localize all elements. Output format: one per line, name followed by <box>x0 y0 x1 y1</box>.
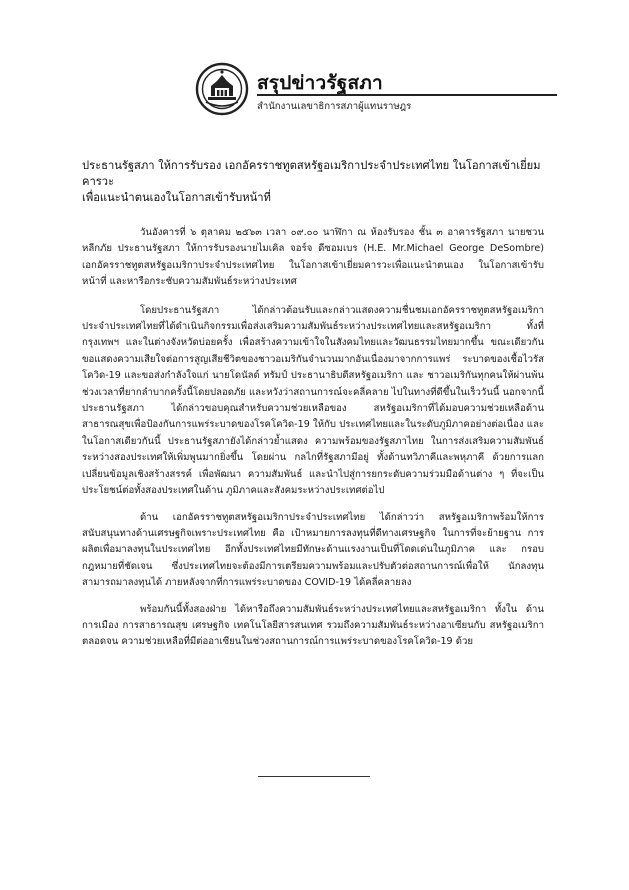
news-body <box>82 225 544 663</box>
header-subtitle: สำนักงานเลขาธิการสภาผู้แทนราษฎร <box>257 101 412 112</box>
parliament-seal-icon <box>195 62 249 116</box>
paragraph-2: โดยประธานรัฐสภา ได้กล่าวต้อนรับและกล่าวแสดงความชื่นชมเอกอัครราชทูตสหรัฐอเมริกา ประจำประเทศไทยที่ได้ดำเนินกิจกรรมเพื่อส่งเสริมความสัมพันธ์ระหว่างประเทศไทยและสหรัฐอเมริกา ทั้งที่กรุงเทพฯ และในต่างจังหวัดบ่อยครั้ง เพื่อสร้างความเข้าใจในสังคมไทยและวัฒนธรรมไทยมากขึ้น ขณะเดียวกัน ขอแสดงความเสียใจต่อการสูญเสียชีวิตของชาวอเมริกันจำนวนมากอันเนื่องมาจากการแพร่ ระบาดของเชื้อไวรัสโควิด-19 และขอส่งกำลังใจแก่ นายโดนัลด์ ทรัมป์ ประธานาธิบดีสหรัฐอเมริกา และ ชาวอเมริกันทุกคนให้ผ่านพ้นช่วงเวลาที่ยากลำบากครั้งนี้โดยปลอดภัย และหวังว่าสถานการณ์จะคลี่คลาย ไปในทางที่ดีขึ้นในเร็ววันนี้ นอกจากนี้ ประธานรัฐสภา ได้กล่าวขอบคุณสำหรับความช่วยเหลือของ สหรัฐอเมริกาที่ได้มอบความช่วยเหลือด้านสาธารณสุขเพื่อป้องกันการแพร่ระบาดของโรคโควิด-19 ให้กับ ประเทศไทยและในระดับภูมิภาคอย่างต่อเนื่อง และในโอกาสเดียวกันนี้ ประธานรัฐสภายังได้กล่าวย้ำแสดง ความพร้อมของรัฐสภาไทย ในการส่งเสริมความสัมพันธ์ระหว่างสองประเทศให้เพิ่มพูนมากยิ่งขึ้น โดยผ่าน กลไกที่รัฐสภามีอยู่ ทั้งด้านทวิภาคีและพหุภาคี ด้วยการแลกเปลี่ยนข้อมูลเชิงสร้างสรรค์ เพื่อพัฒนา ความสัมพันธ์ และนำไปสู่การยกระดับความร่วมมือด้านต่าง ๆ ที่จะเป็นประโยชน์ต่อทั้งสองประเทศในด้าน ภูมิภาคและสังคมระหว่างประเทศต่อไป <box>82 304 544 497</box>
document-header <box>195 62 575 120</box>
header-divider <box>257 94 557 96</box>
header-title: สรุปข่าวรัฐสภา <box>257 72 383 94</box>
headline-line-2: เพื่อแนะนำตนเองในโอกาสเข้ารับหน้าที่ <box>82 191 271 204</box>
paragraph-4: พร้อมกันนี้ทั้งสองฝ่าย ได้หารือถึงความสัมพันธ์ระหว่างประเทศไทยและสหรัฐอเมริกา ทั้งใน ด้านการเมือง การสาธารณสุข เศรษฐกิจ เทคโนโลยีสารสนเทศ รวมถึงความสัมพันธ์ระหว่างอาเซียนกับ สหรัฐอเมริกา ตลอดจน ความช่วยเหลือที่มีต่ออาเซียนในช่วงสถานการณ์การแพร่ระบาดของโรคโควิด-19 ด้วย <box>82 603 544 648</box>
paragraph-1: วันอังคารที่ ๖ ตุลาคม ๒๕๖๓ เวลา ๐๙.๐๐ นาฬิกา ณ ห้องรับรอง ชั้น ๓ อาคารรัฐสภา นายชวน หลีกภัย ประธานรัฐสภา ให้การรับรองนายไมเคิล จอร์จ ดีซอมเบร (H.E. Mr.Michael George DeSombre) เอกอัครราชทูตสหรัฐอเมริกาประจำประเทศไทย ในโอกาสเข้าเยี่ยมคารวะเพื่อแนะนำตนเอง ในโอกาสเข้ารับหน้าที่ และหารือกระชับความสัมพันธ์ระหว่างประเทศ <box>82 227 544 288</box>
news-headline <box>82 158 542 206</box>
headline-line-1: ประธานรัฐสภา ให้การรับรอง เอกอัครราชทูตสหรัฐอเมริกาประจำประเทศไทย ในโอกาสเข้าเยี่ยมคารวะ <box>82 159 541 188</box>
end-divider <box>258 776 370 777</box>
paragraph-3: ด้าน เอกอัครราชทูตสหรัฐอเมริกาประจำประเทศไทย ได้กล่าวว่า สหรัฐอเมริกาพร้อมให้การ สนับสนุนทางด้านเศรษฐกิจเพราะประเทศไทย คือ เป้าหมายการลงทุนที่ดีทางเศรษฐกิจ ในการที่จะย้ายฐาน การผลิตเพื่อมาลงทุนในประเทศไทย อีกทั้งประเทศไทยมีทักษะด้านแรงงานเป็นที่โดดเด่นในภูมิภาค และ กรอบกฎหมายที่ชัดเจน ซึ่งประเทศไทยจะต้องมีการเตรียมความพร้อมและปรับตัวต่อสถานการณ์เพื่อให้ นักลงทุนสามารถมาลงทุนได้ ภายหลังจากที่การแพร่ระบาดของ COVID-19 ได้คลี่คลายลง <box>82 511 544 589</box>
